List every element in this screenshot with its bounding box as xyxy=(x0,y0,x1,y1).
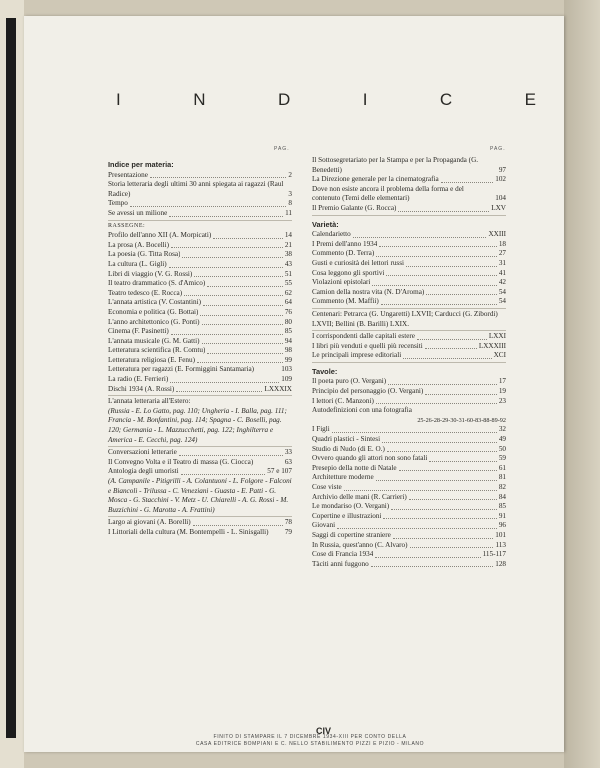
page-title xyxy=(116,90,536,110)
entry-title: Architetture moderne xyxy=(312,473,374,482)
entry-title: La Direzione generale per la cinematografia xyxy=(312,175,439,184)
entry-title: Storia letteraria degli ultimi 30 anni spiegata ai ragazzi (Raul Radice) xyxy=(108,180,284,198)
index-entry xyxy=(108,458,292,468)
entry-title: Calendarietto xyxy=(312,230,351,239)
entry-title: Il teatro drammatico (S. d'Amico) xyxy=(108,279,206,288)
page-number: 103 xyxy=(281,365,292,374)
index-entry xyxy=(312,473,506,483)
page-number: 102 xyxy=(495,175,506,184)
entry-title: Ovvero quando gli attori non sono fatali xyxy=(312,454,428,463)
entry-title: Cinema (F. Pasinetti) xyxy=(108,327,169,336)
leader-dots xyxy=(425,348,477,349)
entry-title: Camion della nostra vita (N. D'Aroma) xyxy=(312,287,425,296)
page-number: 91 xyxy=(498,511,506,520)
entry-title: Dischi 1934 (A. Rossi) xyxy=(108,384,175,393)
section-header-tavole: Tavole: xyxy=(312,366,338,376)
index-entry xyxy=(108,279,292,289)
page-number: 14 xyxy=(284,231,292,240)
divider xyxy=(108,516,292,517)
title-letter: E xyxy=(524,90,536,109)
index-entry xyxy=(312,387,506,397)
page-number: 85 xyxy=(284,327,292,336)
index-entry xyxy=(108,318,292,328)
entry-title: Dove non esiste ancora il problema della forma e del contenuto (Temi delle elementari) xyxy=(312,184,464,203)
page-number: 8 xyxy=(288,199,292,208)
entry-title: La poesia (G. Titta Rosa) xyxy=(108,250,181,259)
entry-title: Teatro tedesco (E. Rocca) xyxy=(108,288,183,297)
page-number: 79 xyxy=(284,527,292,536)
estero-title: L'annata letteraria all'Estero: xyxy=(108,397,191,406)
entry-title: Profilo dell'anno XII (A. Morpicati) xyxy=(108,231,212,240)
index-entry xyxy=(108,289,292,299)
index-entry xyxy=(108,209,292,219)
entry-title: Il Premio Galante (G. Rocca) xyxy=(312,203,397,212)
index-entry xyxy=(312,185,506,204)
leader-dots xyxy=(376,480,497,481)
page-number: 11 xyxy=(285,208,292,217)
entry-title: I libri più venduti e quelli più recensiti xyxy=(312,341,423,350)
page-number: 115-117 xyxy=(482,550,506,559)
index-entry xyxy=(108,356,292,366)
index-entry xyxy=(312,204,506,214)
entry-title: Commento (M. Maffii) xyxy=(312,297,379,306)
index-entry xyxy=(108,308,292,318)
index-entry xyxy=(108,298,292,308)
page-number: 81 xyxy=(498,473,506,482)
leader-dots xyxy=(207,353,282,354)
page-number: LXV xyxy=(491,203,506,212)
leader-dots xyxy=(170,382,279,383)
book-spine xyxy=(6,18,16,738)
page-number: 128 xyxy=(495,559,506,568)
index-entry xyxy=(108,180,292,199)
leader-dots xyxy=(371,566,494,567)
entry-title: Se avessi un milione xyxy=(108,208,168,217)
entry-title: Largo ai giovani (A. Borelli) xyxy=(108,518,191,527)
index-entry xyxy=(312,230,506,240)
section-header-varieta: Varietà: xyxy=(312,219,339,229)
index-entry xyxy=(312,377,506,387)
entry-title: Cosa leggono gli sportivi xyxy=(312,268,385,277)
index-entry xyxy=(312,464,506,474)
index-entry xyxy=(312,278,506,288)
pag-label-right: PAG. xyxy=(490,146,506,152)
page-number: 17 xyxy=(498,377,506,386)
entry-title: Letteratura per ragazzi (E. Formiggini Santamaria) xyxy=(108,365,255,374)
page-number: 19 xyxy=(498,387,506,396)
entry-title: In Russia, quest'anno (C. Alvaro) xyxy=(312,540,408,549)
page-number: 82 xyxy=(498,483,506,491)
entry-title: L'annata musicale (G. M. Gatti) xyxy=(108,336,200,345)
index-entry xyxy=(312,483,506,493)
index-entry xyxy=(108,467,292,477)
page-number: 54 xyxy=(498,287,506,296)
index-entry xyxy=(108,241,292,251)
page-number: LXXXIII xyxy=(478,341,506,350)
index-entry xyxy=(108,250,292,260)
title-letter: I xyxy=(362,90,368,109)
index-entry xyxy=(108,231,292,241)
leader-dots xyxy=(332,432,497,433)
page-number: 27 xyxy=(498,249,506,258)
leader-dots xyxy=(409,499,497,500)
leader-dots xyxy=(200,315,282,316)
index-entry xyxy=(312,493,506,503)
entry-title: La radio (E. Ferrieri) xyxy=(108,375,169,384)
leader-dots xyxy=(202,343,283,344)
entry-title: Letteratura scientifica (R. Comtu) xyxy=(108,346,206,355)
colophon xyxy=(150,734,470,748)
index-page xyxy=(24,16,564,752)
page-number: 85 xyxy=(498,502,506,511)
index-entry: Centenari: Petrarca (G. Ungaretti) LXVII; Carducci (G. Zibordi) LXVII; Bellini (B. Barilli) LXIX. xyxy=(312,309,498,328)
title-letter: I xyxy=(116,90,121,109)
entry-title: Presepio della notte di Natale xyxy=(312,463,397,472)
page-number: 104 xyxy=(495,194,506,203)
leader-dots xyxy=(391,509,497,510)
leader-dots xyxy=(429,461,496,462)
entry-title: Commento (D. Terra) xyxy=(312,249,375,258)
index-entry xyxy=(312,240,506,250)
pag-label-left: PAG. xyxy=(274,146,290,152)
divider xyxy=(108,395,292,396)
entry-title: I corrispondenti dalle capitali estere xyxy=(312,332,415,341)
entry-title: Le mondariso (O. Vergani) xyxy=(312,502,390,511)
index-entry xyxy=(312,156,506,175)
entry-title: Violazioni epistolari xyxy=(312,278,371,287)
leader-dots xyxy=(426,294,497,295)
entry-title: Letteratura religiosa (E. Fenu) xyxy=(108,355,196,364)
entry-title: Saggi di copertine straniere xyxy=(312,530,391,539)
entry-title: Il Convegno Volta e il Teatro di massa (G. Ciocca) xyxy=(108,457,254,466)
leader-dots xyxy=(337,528,497,529)
page-number: 41 xyxy=(498,268,506,277)
index-entry xyxy=(108,346,292,356)
index-entry xyxy=(312,502,506,512)
page-number: 63 xyxy=(284,457,292,466)
entry-title: Quadri plastici - Sintesi xyxy=(312,435,381,444)
page-number: 51 xyxy=(284,269,292,278)
leader-dots xyxy=(203,305,283,306)
page-number: 33 xyxy=(284,448,292,457)
page-number: 25-26-28-29-30-31-60-83-88-89-92 xyxy=(417,416,506,424)
page-number: 42 xyxy=(498,278,506,287)
leader-dots xyxy=(179,455,283,456)
leader-dots xyxy=(403,358,491,359)
page-number: 49 xyxy=(498,435,506,444)
entry-title: I Littoriali della cultura (M. Bontempelli - L. Sinisgalli) xyxy=(108,527,269,536)
entry-title: Copertine e illustrazioni xyxy=(312,511,382,520)
right-column xyxy=(312,156,506,569)
index-entry xyxy=(108,270,292,280)
index-entry xyxy=(312,521,506,531)
entry-title: Principio del personaggio (O. Vergani) xyxy=(312,387,424,396)
page-number: XCI xyxy=(493,351,506,360)
index-entry xyxy=(312,342,506,352)
entry-title: Tempo xyxy=(108,199,128,208)
index-entry xyxy=(312,351,506,361)
leader-dots xyxy=(344,490,497,491)
entry-title: Libri di viaggio (V. G. Rossi) xyxy=(108,269,193,278)
leader-dots xyxy=(376,403,497,404)
leader-dots xyxy=(376,256,497,257)
page-number: 61 xyxy=(498,463,506,472)
page-number: 2 xyxy=(288,170,292,179)
index-entry xyxy=(108,260,292,270)
page-number: 97 xyxy=(498,165,506,174)
index-entry xyxy=(312,175,506,185)
index-entry xyxy=(108,528,292,538)
entry-title: Economia e politica (G. Bottai) xyxy=(108,307,199,316)
umoristi-detail: (A. Campanile - Pitigrilli - A. Colantuoni - L. Folgore - Falconi e Biancoli - Trilussa - C. Veneziani - Guasta - E. Patti - G. Mosca - G. Stacchini - V. Metz - U. Chiarelli - A. G. Rossi - M. Buzzichini - G. Marotta - A. Frattini) xyxy=(108,477,292,514)
entry-title: Conversazioni letterarie xyxy=(108,448,177,457)
leader-dots xyxy=(130,206,287,207)
page-number: 55 xyxy=(284,279,292,288)
leader-dots xyxy=(410,547,494,548)
index-entry xyxy=(312,397,506,407)
leader-dots xyxy=(387,451,497,452)
entry-title: Studio di Nudo (di E. O.) xyxy=(312,444,385,453)
index-entry xyxy=(312,332,506,342)
leader-dots xyxy=(184,295,283,296)
index-entry xyxy=(312,288,506,298)
leader-dots xyxy=(393,538,493,539)
page-number: 84 xyxy=(498,492,506,501)
leader-dots xyxy=(382,442,497,443)
entry-title: La prosa (A. Bocelli) xyxy=(108,240,170,249)
leader-dots xyxy=(417,339,487,340)
page-number: 64 xyxy=(284,298,292,307)
page-number: 32 xyxy=(498,425,506,434)
rassegne-label: RASSEGNE: xyxy=(108,222,146,229)
entry-title: Cose viste xyxy=(312,483,342,491)
index-entry xyxy=(108,518,292,528)
leader-dots xyxy=(383,518,496,519)
entry-title: Archivio delle mani (R. Carrieri) xyxy=(312,492,407,501)
leader-dots xyxy=(193,525,283,526)
page-number: LXXI xyxy=(488,332,506,341)
index-entry xyxy=(312,454,506,464)
next-page-edge xyxy=(564,0,600,768)
estero-detail: (Russia - E. Lo Gatto, pag. 110; Ungheria - I. Balla, pag. 111; Francia - M. Bonfantini, pag. 114; Spagna - C. Boselli, pag. 120; Germania - L. Mazzucchetti, pag. 122; Inghilterra e America - E. Cecchi, pag. 124) xyxy=(108,406,287,444)
index-entry xyxy=(108,448,292,458)
entry-title: I Figli xyxy=(312,425,330,434)
page-number: 31 xyxy=(498,258,506,267)
leader-dots xyxy=(169,267,283,268)
colophon-line: FINITO DI STAMPARE IL 7 DICEMBRE 1934-XIII PER CONTO DELLA xyxy=(213,734,407,740)
leader-dots xyxy=(441,182,494,183)
page-number: 18 xyxy=(498,239,506,248)
page-number: 59 xyxy=(498,454,506,463)
entry-title: Le principali imprese editoriali xyxy=(312,351,402,360)
index-entry xyxy=(312,512,506,522)
leader-dots xyxy=(197,362,283,363)
index-entry xyxy=(108,375,292,385)
index-entry xyxy=(312,425,506,435)
leader-dots xyxy=(372,285,496,286)
leader-dots xyxy=(176,391,262,392)
index-entry xyxy=(312,259,506,269)
entry-title: Cose di Francia 1934 xyxy=(312,550,374,559)
index-entry xyxy=(312,406,506,425)
index-entry xyxy=(108,337,292,347)
title-letter: N xyxy=(193,90,206,109)
page-number: 101 xyxy=(495,530,506,539)
page-number: 54 xyxy=(498,297,506,306)
leader-dots xyxy=(169,216,283,217)
leader-dots xyxy=(182,257,282,258)
index-entry xyxy=(312,541,506,551)
entry-title: Antologia degli umoristi xyxy=(108,467,179,476)
entry-title: Giovani xyxy=(312,521,336,530)
page-number: 38 xyxy=(284,250,292,259)
page-number: LXXXIX xyxy=(264,384,292,393)
divider xyxy=(108,220,292,221)
leader-dots xyxy=(379,246,496,247)
entry-title: Il poeta puro (O. Vergani) xyxy=(312,377,387,386)
page-number: 78 xyxy=(284,518,292,527)
leader-dots xyxy=(181,474,266,475)
colophon-line: CASA EDITRICE BOMPIANI E C. NELLO STABILIMENTO PIZZI E PIZIO - MILANO xyxy=(195,741,425,747)
leader-dots xyxy=(399,470,497,471)
page-number: 94 xyxy=(284,336,292,345)
section-header-materia: Indice per materia: xyxy=(108,160,174,169)
index-entry xyxy=(312,269,506,279)
index-entry xyxy=(108,385,292,395)
divider xyxy=(108,446,292,447)
leader-dots xyxy=(425,394,496,395)
index-entry xyxy=(312,445,506,455)
index-entry xyxy=(312,435,506,445)
leader-dots xyxy=(207,286,283,287)
leader-dots xyxy=(171,334,283,335)
entry-title: I lettori (C. Manzoni) xyxy=(312,396,374,405)
page-number: 96 xyxy=(498,521,506,530)
page-number: 23 xyxy=(498,396,506,405)
leader-dots xyxy=(194,276,282,277)
index-entry xyxy=(312,531,506,541)
page-number: 113 xyxy=(495,540,506,549)
folio: CIV xyxy=(316,726,332,736)
entry-title: Il Sottosegretariato per la Stampa e per la Propaganda (G. Benedetti) xyxy=(312,156,479,174)
index-entry xyxy=(108,199,292,209)
index-entry xyxy=(108,327,292,337)
leader-dots xyxy=(375,557,480,558)
page-number: 109 xyxy=(281,375,292,384)
divider xyxy=(312,308,506,309)
left-column xyxy=(108,156,292,538)
page-number: 98 xyxy=(284,346,292,355)
divider xyxy=(312,215,506,216)
page-number: 57 e 107 xyxy=(267,467,292,476)
title-letter: C xyxy=(439,90,453,109)
page-number: 99 xyxy=(284,355,292,364)
entry-title: Gusti e curiosità dei lettori russi xyxy=(312,258,405,267)
index-entry xyxy=(312,297,506,307)
index-entry xyxy=(312,560,506,570)
entry-title: L'annata artistica (V. Costantini) xyxy=(108,298,201,307)
leader-dots xyxy=(406,266,497,267)
leader-dots xyxy=(213,238,283,239)
leader-dots xyxy=(398,211,489,212)
entry-title: Presentazione xyxy=(108,170,148,179)
page-number: 80 xyxy=(284,317,292,326)
index-entry xyxy=(108,365,292,375)
leader-dots xyxy=(386,275,496,276)
title-letter: D xyxy=(277,90,291,109)
entry-title: Autodefinizioni con una fotografia xyxy=(312,406,412,415)
leader-dots xyxy=(150,177,286,178)
page-number: 3 xyxy=(288,189,292,198)
page-number: 62 xyxy=(284,288,292,297)
entry-title: L'anno architettonico (G. Ponti) xyxy=(108,317,200,326)
leader-dots xyxy=(171,247,283,248)
entry-title: I Premi dell'anno 1934 xyxy=(312,239,378,248)
page-number: 76 xyxy=(284,307,292,316)
index-entry xyxy=(312,249,506,259)
page-number: 21 xyxy=(284,240,292,249)
entry-title: La cultura (L. Gigli) xyxy=(108,259,167,268)
page-number: 43 xyxy=(284,259,292,268)
leader-dots xyxy=(202,324,283,325)
divider xyxy=(312,330,506,331)
page-number: 50 xyxy=(498,444,506,453)
leader-dots xyxy=(388,384,497,385)
leader-dots xyxy=(353,237,487,238)
index-entry xyxy=(108,171,292,181)
index-entry xyxy=(312,550,506,560)
page-number: XXIII xyxy=(488,230,506,239)
divider xyxy=(312,362,506,363)
entry-title: Tàciti anni fuggono xyxy=(312,559,369,568)
leader-dots xyxy=(381,304,497,305)
